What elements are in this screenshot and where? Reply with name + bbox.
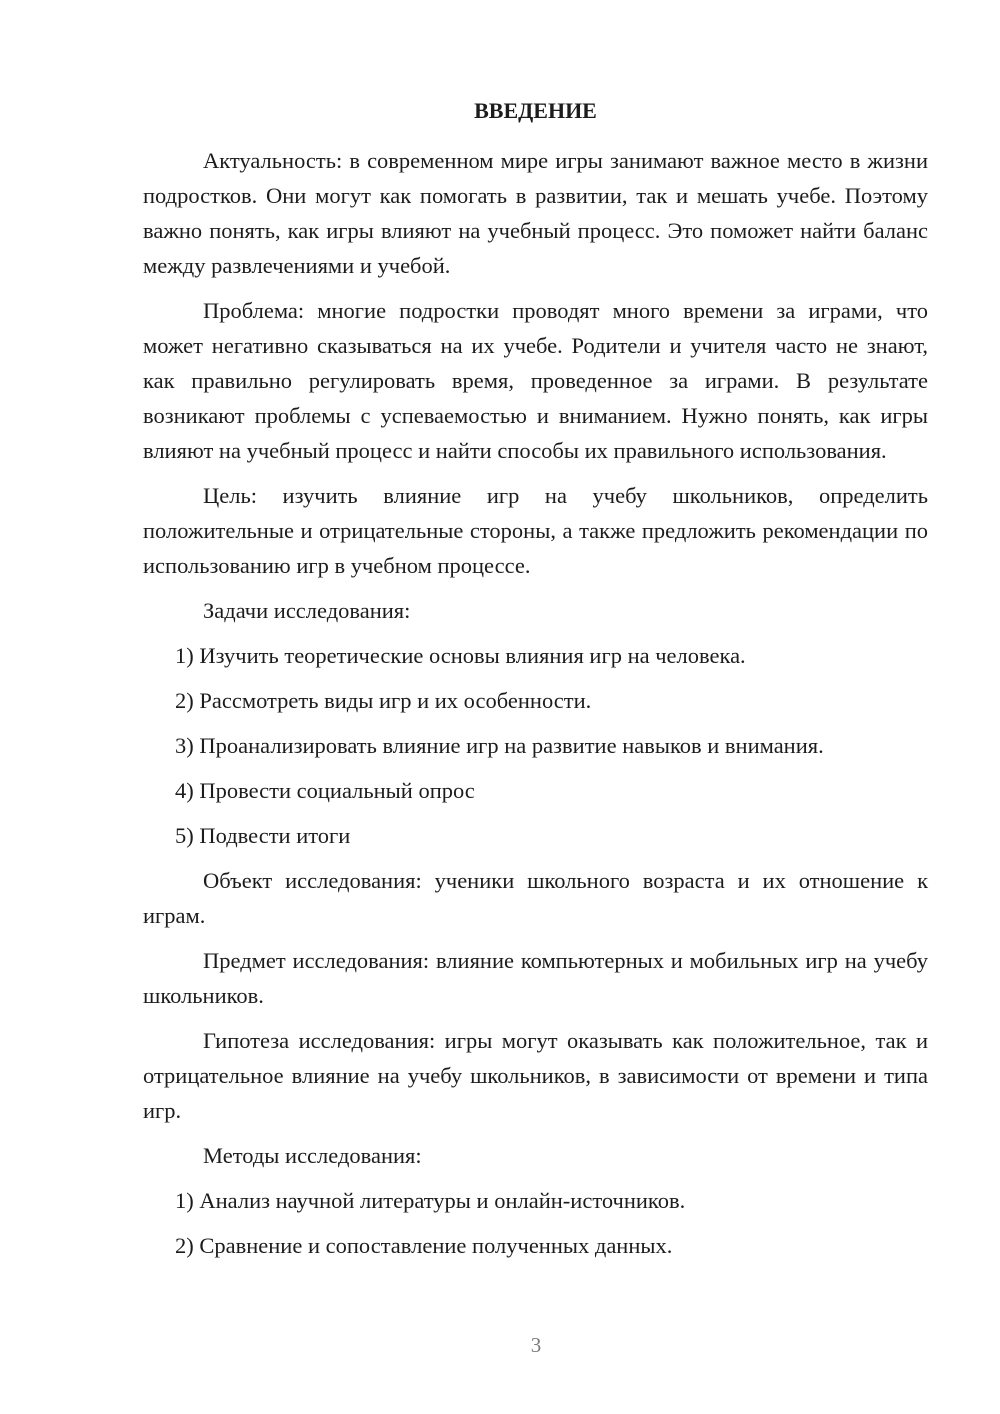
methods-list — [143, 1183, 928, 1263]
task-item: 2) Рассмотреть виды игр и их особенности. — [175, 688, 592, 713]
methods-title: Методы исследования: — [203, 1143, 422, 1168]
problem-paragraph: Проблема: многие подростки проводят много времени за играми, что может негативно сказываться на их учебе. Родители и учителя часто не знают, как правильно регулировать время, проведенное за играми. В результате возникают проблемы с успеваемостью и вниманием. Нужно понять, как игры влияют на учебный процесс и найти способы их правильного использования. — [143, 298, 928, 463]
hypothesis-paragraph: Гипотеза исследования: игры могут оказывать как положительное, так и отрицательное влияние на учебу школьников, в зависимости от времени и типа игр. — [143, 1028, 928, 1123]
page-title: ВВЕДЕНИЕ — [474, 98, 597, 123]
page-content — [143, 96, 928, 1273]
subject-paragraph: Предмет исследования: влияние компьютерных и мобильных игр на учебу школьников. — [143, 948, 928, 1008]
tasks-title: Задачи исследования: — [203, 598, 411, 623]
method-item: 1) Анализ научной литературы и онлайн-источников. — [175, 1188, 686, 1213]
task-item: 1) Изучить теоретические основы влияния игр на человека. — [175, 643, 746, 668]
goal-paragraph: Цель: изучить влияние игр на учебу школьников, определить положительные и отрицательные стороны, а также предложить рекомендации по использованию игр в учебном процессе. — [143, 483, 928, 578]
tasks-list — [143, 638, 928, 853]
task-item: 4) Провести социальный опрос — [175, 778, 475, 803]
page-number: 3 — [530, 1333, 542, 1357]
method-item: 2) Сравнение и сопоставление полученных данных. — [175, 1233, 673, 1258]
object-paragraph: Объект исследования: ученики школьного возраста и их отношение к играм. — [143, 868, 928, 928]
relevance-paragraph: Актуальность: в современном мире игры занимают важное место в жизни подростков. Они могут как помогать в развитии, так и мешать учебе. Поэтому важно понять, как игры влияют на учебный процесс. Это поможет найти баланс между развлечениями и учебой. — [143, 148, 928, 278]
task-item: 3) Проанализировать влияние игр на развитие навыков и внимания. — [175, 733, 824, 758]
task-item: 5) Подвести итоги — [175, 823, 351, 848]
